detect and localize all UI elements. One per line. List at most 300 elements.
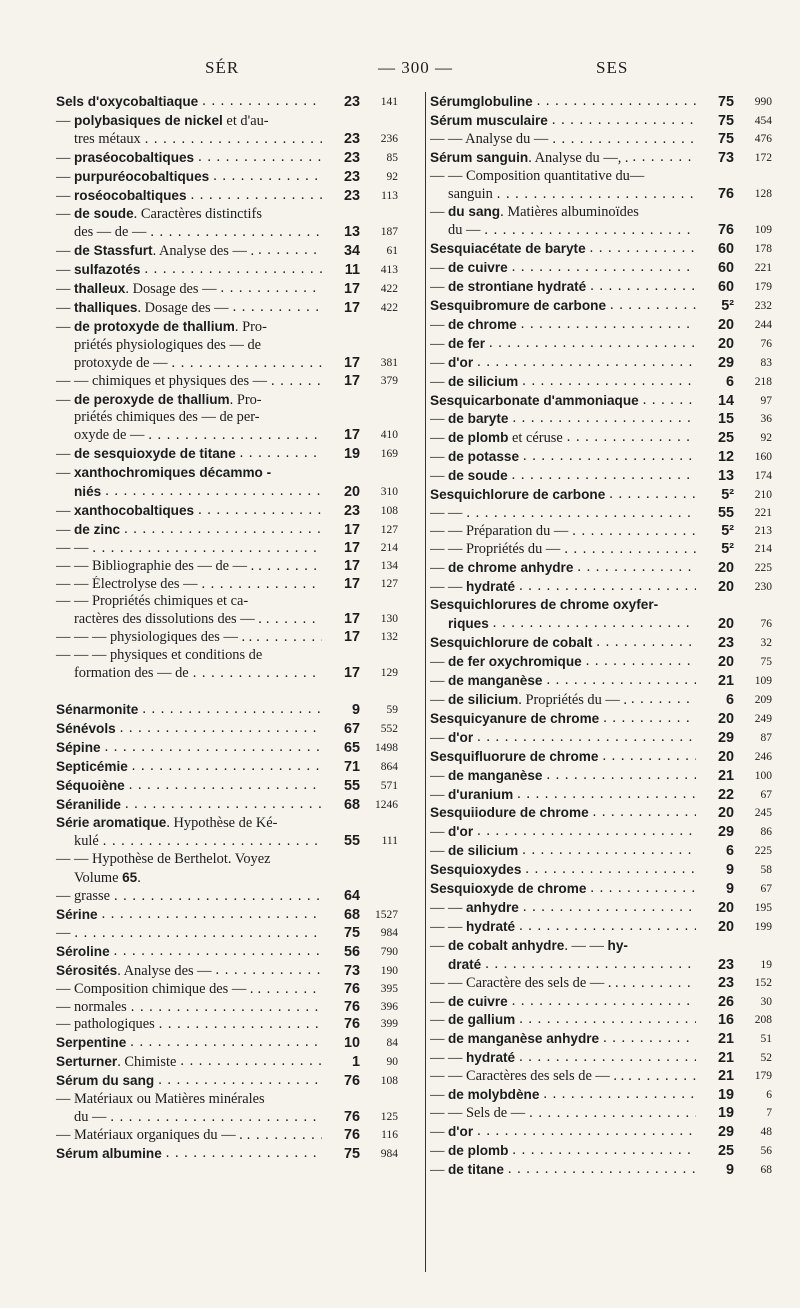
volume-number: 75 — [700, 94, 734, 112]
volume-number: 19 — [700, 1087, 734, 1105]
entry-term: de silicium — [448, 373, 519, 389]
entry-line — [56, 242, 322, 261]
entry-term: hy- — [607, 937, 628, 953]
page-reference: 59 — [362, 702, 398, 720]
index-entry — [430, 523, 772, 541]
entry-note: — — Bibliographie des — de — . — [56, 557, 255, 574]
volume-number: 17 — [326, 558, 360, 576]
volume-number: 26 — [700, 994, 734, 1012]
page-reference: 116 — [362, 1127, 398, 1145]
page-reference: 571 — [362, 778, 398, 796]
entry-note: — — [430, 449, 448, 466]
entry-line — [56, 168, 322, 187]
entry-term: d'or — [448, 729, 474, 745]
volume-number: 16 — [700, 1012, 734, 1030]
volume-number: 75 — [700, 113, 734, 131]
volume-number: 20 — [700, 654, 734, 672]
entry-note: — — [56, 318, 74, 335]
entry-term: Septicémie — [56, 758, 128, 774]
entry-note: . Hypothèse de Ké- — [166, 815, 278, 832]
entry-term: de soude — [74, 206, 134, 222]
entry-term: de titane — [448, 1161, 504, 1177]
page-reference: 218 — [736, 374, 772, 392]
entry-line — [430, 1049, 696, 1068]
page-reference: 178 — [736, 241, 772, 259]
page-reference: 68 — [736, 1162, 772, 1180]
entry-line — [430, 1030, 696, 1049]
volume-number: 60 — [700, 260, 734, 278]
entry-line — [56, 888, 322, 906]
index-entry — [430, 993, 772, 1012]
index-entry — [56, 1127, 398, 1145]
page-reference: 422 — [362, 281, 398, 299]
index-entry — [430, 297, 772, 316]
entry-term: roséocobaltiques — [74, 187, 187, 203]
entry-term: de Stassfurt — [74, 243, 153, 259]
volume-number: 76 — [700, 186, 734, 204]
index-entry — [430, 168, 772, 204]
volume-number: 55 — [326, 778, 360, 796]
volume-number: 76 — [326, 1109, 360, 1127]
entry-line — [430, 691, 696, 710]
entry-note: — — [56, 465, 74, 482]
entry-term: de plomb — [448, 430, 509, 446]
entry-line — [56, 720, 322, 739]
entry-line — [56, 1053, 322, 1072]
index-entry — [56, 280, 398, 299]
page-reference: 208 — [736, 1012, 772, 1030]
entry-line — [56, 149, 322, 168]
entry-note: — — Propriétés chimiques et ca- — [56, 593, 249, 610]
page-reference: 92 — [362, 169, 398, 187]
entry-note: — — [430, 1012, 448, 1029]
page-reference: 134 — [362, 558, 398, 576]
volume-number: 11 — [326, 262, 360, 280]
column-divider — [425, 92, 426, 1272]
index-entry — [430, 899, 772, 918]
entry-line — [430, 259, 696, 278]
page-reference: 214 — [362, 540, 398, 558]
page-reference: 210 — [736, 487, 772, 505]
entry-term: Sesquichlorure de cobalt — [430, 635, 593, 651]
entry-line — [430, 410, 696, 429]
volume-number: 23 — [326, 503, 360, 521]
page-reference: 130 — [362, 611, 398, 629]
volume-number: 6 — [700, 692, 734, 710]
entry-note: — — — [430, 899, 466, 916]
entry-term: Séquoiène — [56, 777, 125, 793]
entry-line — [430, 1086, 696, 1105]
entry-note: — — Caractère des sels de — . . — [430, 974, 619, 991]
entry-line — [430, 596, 696, 615]
index-entry — [430, 691, 772, 710]
page-number: — 300 — — [378, 58, 453, 77]
page-reference: 179 — [736, 279, 772, 297]
entry-line — [56, 373, 322, 391]
index-entry — [430, 278, 772, 297]
entry-term: de cuivre — [448, 260, 508, 276]
entry-term: de molybdène — [448, 1087, 540, 1103]
volume-number: 20 — [700, 900, 734, 918]
entry-term: Sénarmonite — [56, 702, 139, 717]
entry-term: hydraté — [465, 918, 516, 934]
page-reference: 84 — [362, 1035, 398, 1053]
entry-line — [430, 203, 696, 222]
entry-note: Volume — [74, 870, 123, 887]
entry-term: d'uranium — [448, 786, 514, 802]
entry-line — [430, 861, 696, 880]
entry-term: de chrome — [448, 316, 517, 332]
page-reference: 61 — [362, 243, 398, 261]
index-entry — [56, 242, 398, 261]
entry-line — [56, 777, 322, 796]
volume-number: 25 — [700, 430, 734, 448]
entry-line — [56, 962, 322, 981]
entry-term: d'or — [448, 354, 474, 370]
entry-term: sulfazotés — [74, 262, 141, 278]
entry-line — [56, 647, 322, 665]
entry-note: — — — [430, 504, 463, 521]
index-entry — [56, 1034, 398, 1053]
entry-note: — — — physiques et conditions de — [56, 647, 263, 664]
entry-note: — — Composition quantitative du— — [430, 167, 645, 184]
page-reference: 399 — [362, 1016, 398, 1034]
volume-number: 17 — [326, 300, 360, 318]
entry-line — [430, 1105, 696, 1123]
volume-number: 14 — [700, 393, 734, 411]
entry-note: — — [430, 1142, 448, 1159]
index-entry — [56, 1016, 398, 1034]
entry-term: de fer — [448, 335, 486, 351]
entry-note: . — — — [564, 937, 608, 954]
entry-line — [430, 937, 696, 956]
entry-note: — — [430, 1087, 448, 1104]
volume-number: 20 — [700, 560, 734, 578]
volume-number: 17 — [326, 540, 360, 558]
entry-line — [56, 224, 322, 242]
entry-note: — — [430, 468, 448, 485]
entry-note: — — [56, 187, 74, 204]
volume-number: 25 — [700, 1143, 734, 1161]
index-entry — [430, 804, 772, 823]
volume-number: 67 — [326, 721, 360, 739]
index-entry — [56, 1072, 398, 1091]
entry-note: . Analyse du —, . — [528, 149, 629, 166]
entry-note: protoxyde de — — [74, 354, 168, 371]
volume-number: 73 — [326, 963, 360, 981]
volume-number: 19 — [700, 1105, 734, 1123]
page-reference: 76 — [736, 616, 772, 634]
entry-line — [56, 739, 322, 758]
page-reference: 86 — [736, 824, 772, 842]
entry-note: — — [56, 243, 74, 260]
entry-note: — — [430, 335, 448, 352]
entry-line — [430, 1068, 696, 1086]
volume-number: 20 — [700, 579, 734, 597]
entry-line — [56, 701, 322, 720]
entry-note: — — [430, 373, 448, 390]
volume-number: 68 — [326, 907, 360, 925]
volume-number: 23 — [700, 635, 734, 653]
entry-term: Sesquioxyde de chrome — [430, 881, 587, 897]
entry-line — [430, 486, 696, 505]
index-entry — [56, 149, 398, 168]
entry-term: de chrome anhydre — [448, 559, 574, 575]
entry-term: de manganèse — [448, 673, 543, 689]
volume-number: 60 — [700, 279, 734, 297]
entry-note: . Pro- — [229, 391, 262, 408]
entry-term: thalleux — [74, 281, 126, 297]
page-reference: 410 — [362, 427, 398, 445]
entry-line — [430, 842, 696, 861]
entry-term: praséocobaltiques — [74, 149, 195, 165]
page-reference: 128 — [736, 186, 772, 204]
entry-line — [56, 851, 322, 869]
entry-line — [56, 593, 322, 611]
entry-line — [430, 653, 696, 672]
entry-line — [430, 222, 696, 240]
volume-number: 76 — [326, 999, 360, 1017]
entry-line — [56, 1127, 322, 1145]
page-reference: 127 — [362, 522, 398, 540]
index-entry — [430, 335, 772, 354]
entry-note: tres métaux — [74, 130, 141, 147]
index-entry — [430, 410, 772, 429]
entry-note: . — [137, 870, 141, 887]
entry-note: . Analyse des — — [117, 962, 212, 979]
page-reference: 396 — [362, 999, 398, 1017]
volume-number: 17 — [326, 611, 360, 629]
volume-number: 17 — [326, 373, 360, 391]
entry-note: — — Hypothèse de Berthelot. Voyez — [56, 851, 271, 868]
entry-note: — — [430, 559, 448, 576]
index-entry — [430, 392, 772, 411]
volume-number: 5² — [700, 487, 734, 505]
entry-term: 65 — [122, 870, 138, 886]
index-entry — [56, 943, 398, 962]
page-reference: 108 — [362, 1073, 398, 1091]
entry-line — [56, 943, 322, 962]
volume-number: 15 — [700, 411, 734, 429]
entry-note: — — [430, 654, 448, 671]
index-entry — [56, 1145, 398, 1164]
index-entry — [56, 93, 398, 112]
page-reference: 36 — [736, 411, 772, 429]
volume-number: 19 — [326, 446, 360, 464]
page-reference: 67 — [736, 787, 772, 805]
page-reference: 30 — [736, 994, 772, 1012]
index-entry — [430, 131, 772, 149]
entry-term: de peroxyde de thallium — [74, 391, 230, 407]
index-entry — [430, 467, 772, 486]
index-entry — [56, 558, 398, 576]
entry-note: — — [430, 937, 448, 954]
entry-line — [56, 814, 322, 833]
entry-term: Serpentine — [56, 1035, 127, 1051]
entry-term: de sesquioxyde de titane — [74, 446, 236, 462]
entry-line — [56, 999, 322, 1017]
volume-number: 21 — [700, 1031, 734, 1049]
volume-number: 1 — [326, 1054, 360, 1072]
volume-number: 75 — [326, 925, 360, 943]
page-reference: 379 — [362, 373, 398, 391]
entry-line — [56, 205, 322, 224]
entry-term: Sesquiacétate de baryte — [430, 241, 586, 257]
entry-note: — — [430, 673, 448, 690]
index-entry — [56, 888, 398, 906]
entry-term: Sérum albumine — [56, 1145, 162, 1161]
volume-number: 20 — [700, 711, 734, 729]
page-reference: 160 — [736, 449, 772, 467]
entry-note: — — [56, 112, 74, 129]
entry-note: — — [56, 502, 74, 519]
entry-line — [56, 758, 322, 777]
page-reference: 19 — [736, 957, 772, 975]
index-entry — [430, 672, 772, 691]
entry-note: — — Propriétés du — — [430, 540, 561, 557]
volume-number: 20 — [700, 616, 734, 634]
page-reference: 422 — [362, 300, 398, 318]
index-entry — [56, 720, 398, 739]
entry-note: — — [56, 521, 74, 538]
page-reference: 209 — [736, 692, 772, 710]
page-reference: 413 — [362, 262, 398, 280]
entry-term: Série aromatique — [56, 815, 167, 831]
volume-number: 29 — [700, 730, 734, 748]
entry-line — [56, 906, 322, 925]
volume-number: 76 — [326, 1073, 360, 1091]
volume-number: 29 — [700, 824, 734, 842]
entry-note: — — Électrolyse des — — [56, 575, 198, 592]
entry-note: — Matériaux organiques du — . — [56, 1126, 243, 1143]
page-reference: 113 — [362, 188, 398, 206]
page-reference: 169 — [362, 446, 398, 464]
volume-number: 17 — [326, 281, 360, 299]
page-reference: 179 — [736, 1068, 772, 1086]
entry-note: — — Sels de — — [430, 1104, 526, 1121]
index-entry — [430, 149, 772, 168]
index-entry — [430, 786, 772, 805]
entry-note: priétés chimiques des — de per- — [74, 409, 260, 426]
entry-note: des — de — — [74, 224, 147, 241]
entry-line — [430, 240, 696, 259]
entry-line — [56, 796, 322, 815]
entry-line — [430, 634, 696, 653]
index-entry — [56, 464, 398, 502]
entry-line — [56, 611, 322, 629]
entry-line — [430, 786, 696, 805]
entry-note: — — [430, 411, 448, 428]
entry-note: oxyde de — — [74, 427, 145, 444]
entry-line — [430, 899, 696, 918]
entry-term: xanthochromiques décammo - — [74, 465, 272, 481]
entry-note: — — [56, 391, 74, 408]
volume-number: 22 — [700, 787, 734, 805]
entry-note: . Caractères distinctifs — [133, 206, 262, 223]
volume-number: 9 — [326, 702, 360, 720]
entry-line — [56, 112, 322, 131]
page-reference: 225 — [736, 560, 772, 578]
entry-term: de baryte — [448, 411, 509, 427]
page-reference: 214 — [736, 541, 772, 559]
entry-term: Sesquichlorure de carbone — [430, 487, 606, 503]
index-entry — [430, 918, 772, 937]
index-entry — [430, 823, 772, 842]
page-reference: 92 — [736, 430, 772, 448]
volume-number: 20 — [700, 805, 734, 823]
entry-note: ractères des dissolutions des — . — [74, 611, 262, 628]
entry-line — [430, 748, 696, 767]
entry-line — [56, 558, 322, 576]
entry-line — [430, 354, 696, 373]
index-entry — [430, 1086, 772, 1105]
index-entry — [56, 999, 398, 1017]
index-entry — [430, 729, 772, 748]
page-reference: 225 — [736, 843, 772, 861]
entry-line — [430, 672, 696, 691]
entry-line — [430, 918, 696, 937]
volume-number: 13 — [700, 468, 734, 486]
entry-line — [430, 316, 696, 335]
entry-term: Sels d'oxycobaltiaque — [56, 94, 199, 109]
index-entry — [430, 1105, 772, 1123]
entry-note: — — [56, 206, 74, 223]
volume-number: 29 — [700, 355, 734, 373]
page-reference: 132 — [362, 629, 398, 647]
page-reference: 52 — [736, 1050, 772, 1068]
volume-number: 23 — [326, 94, 360, 112]
entry-term: de silicium — [448, 843, 519, 859]
index-entry — [56, 521, 398, 540]
page-reference: 48 — [736, 1124, 772, 1142]
entry-line — [430, 710, 696, 729]
entry-note: — — [430, 204, 448, 221]
entry-line — [430, 559, 696, 578]
entry-line — [430, 523, 696, 541]
entry-term: Sérosités — [56, 962, 118, 978]
page-reference: 552 — [362, 721, 398, 739]
entry-term: Sesquiiodure de chrome — [430, 805, 589, 821]
entry-term: de fer oxychromique — [448, 654, 582, 670]
entry-note: du — — [74, 1108, 107, 1125]
page-reference: 97 — [736, 393, 772, 411]
volume-number: 9 — [700, 862, 734, 880]
volume-number: 23 — [326, 150, 360, 168]
index-entry — [430, 842, 772, 861]
entry-term: niés — [74, 484, 102, 500]
entry-note: — — [430, 786, 448, 803]
page-reference: 129 — [362, 665, 398, 683]
entry-term: Sérumglobuline — [430, 94, 533, 109]
index-entry — [56, 205, 398, 242]
entry-line — [56, 464, 322, 483]
index-entry — [430, 653, 772, 672]
volume-number: 20 — [700, 336, 734, 354]
index-entry — [430, 634, 772, 653]
entry-line — [56, 576, 322, 594]
page-reference: 1498 — [362, 740, 398, 758]
page-reference: 83 — [736, 355, 772, 373]
entry-term: purpuréocobaltiques — [74, 168, 210, 184]
entry-note: . Pro- — [234, 318, 267, 335]
entry-term: Sérum du sang — [56, 1073, 155, 1089]
index-entry — [430, 316, 772, 335]
entry-line — [430, 541, 696, 559]
volume-number: 56 — [326, 944, 360, 962]
entry-term: de strontiane hydraté — [448, 279, 587, 295]
index-entry — [56, 373, 398, 391]
entry-line — [430, 804, 696, 823]
